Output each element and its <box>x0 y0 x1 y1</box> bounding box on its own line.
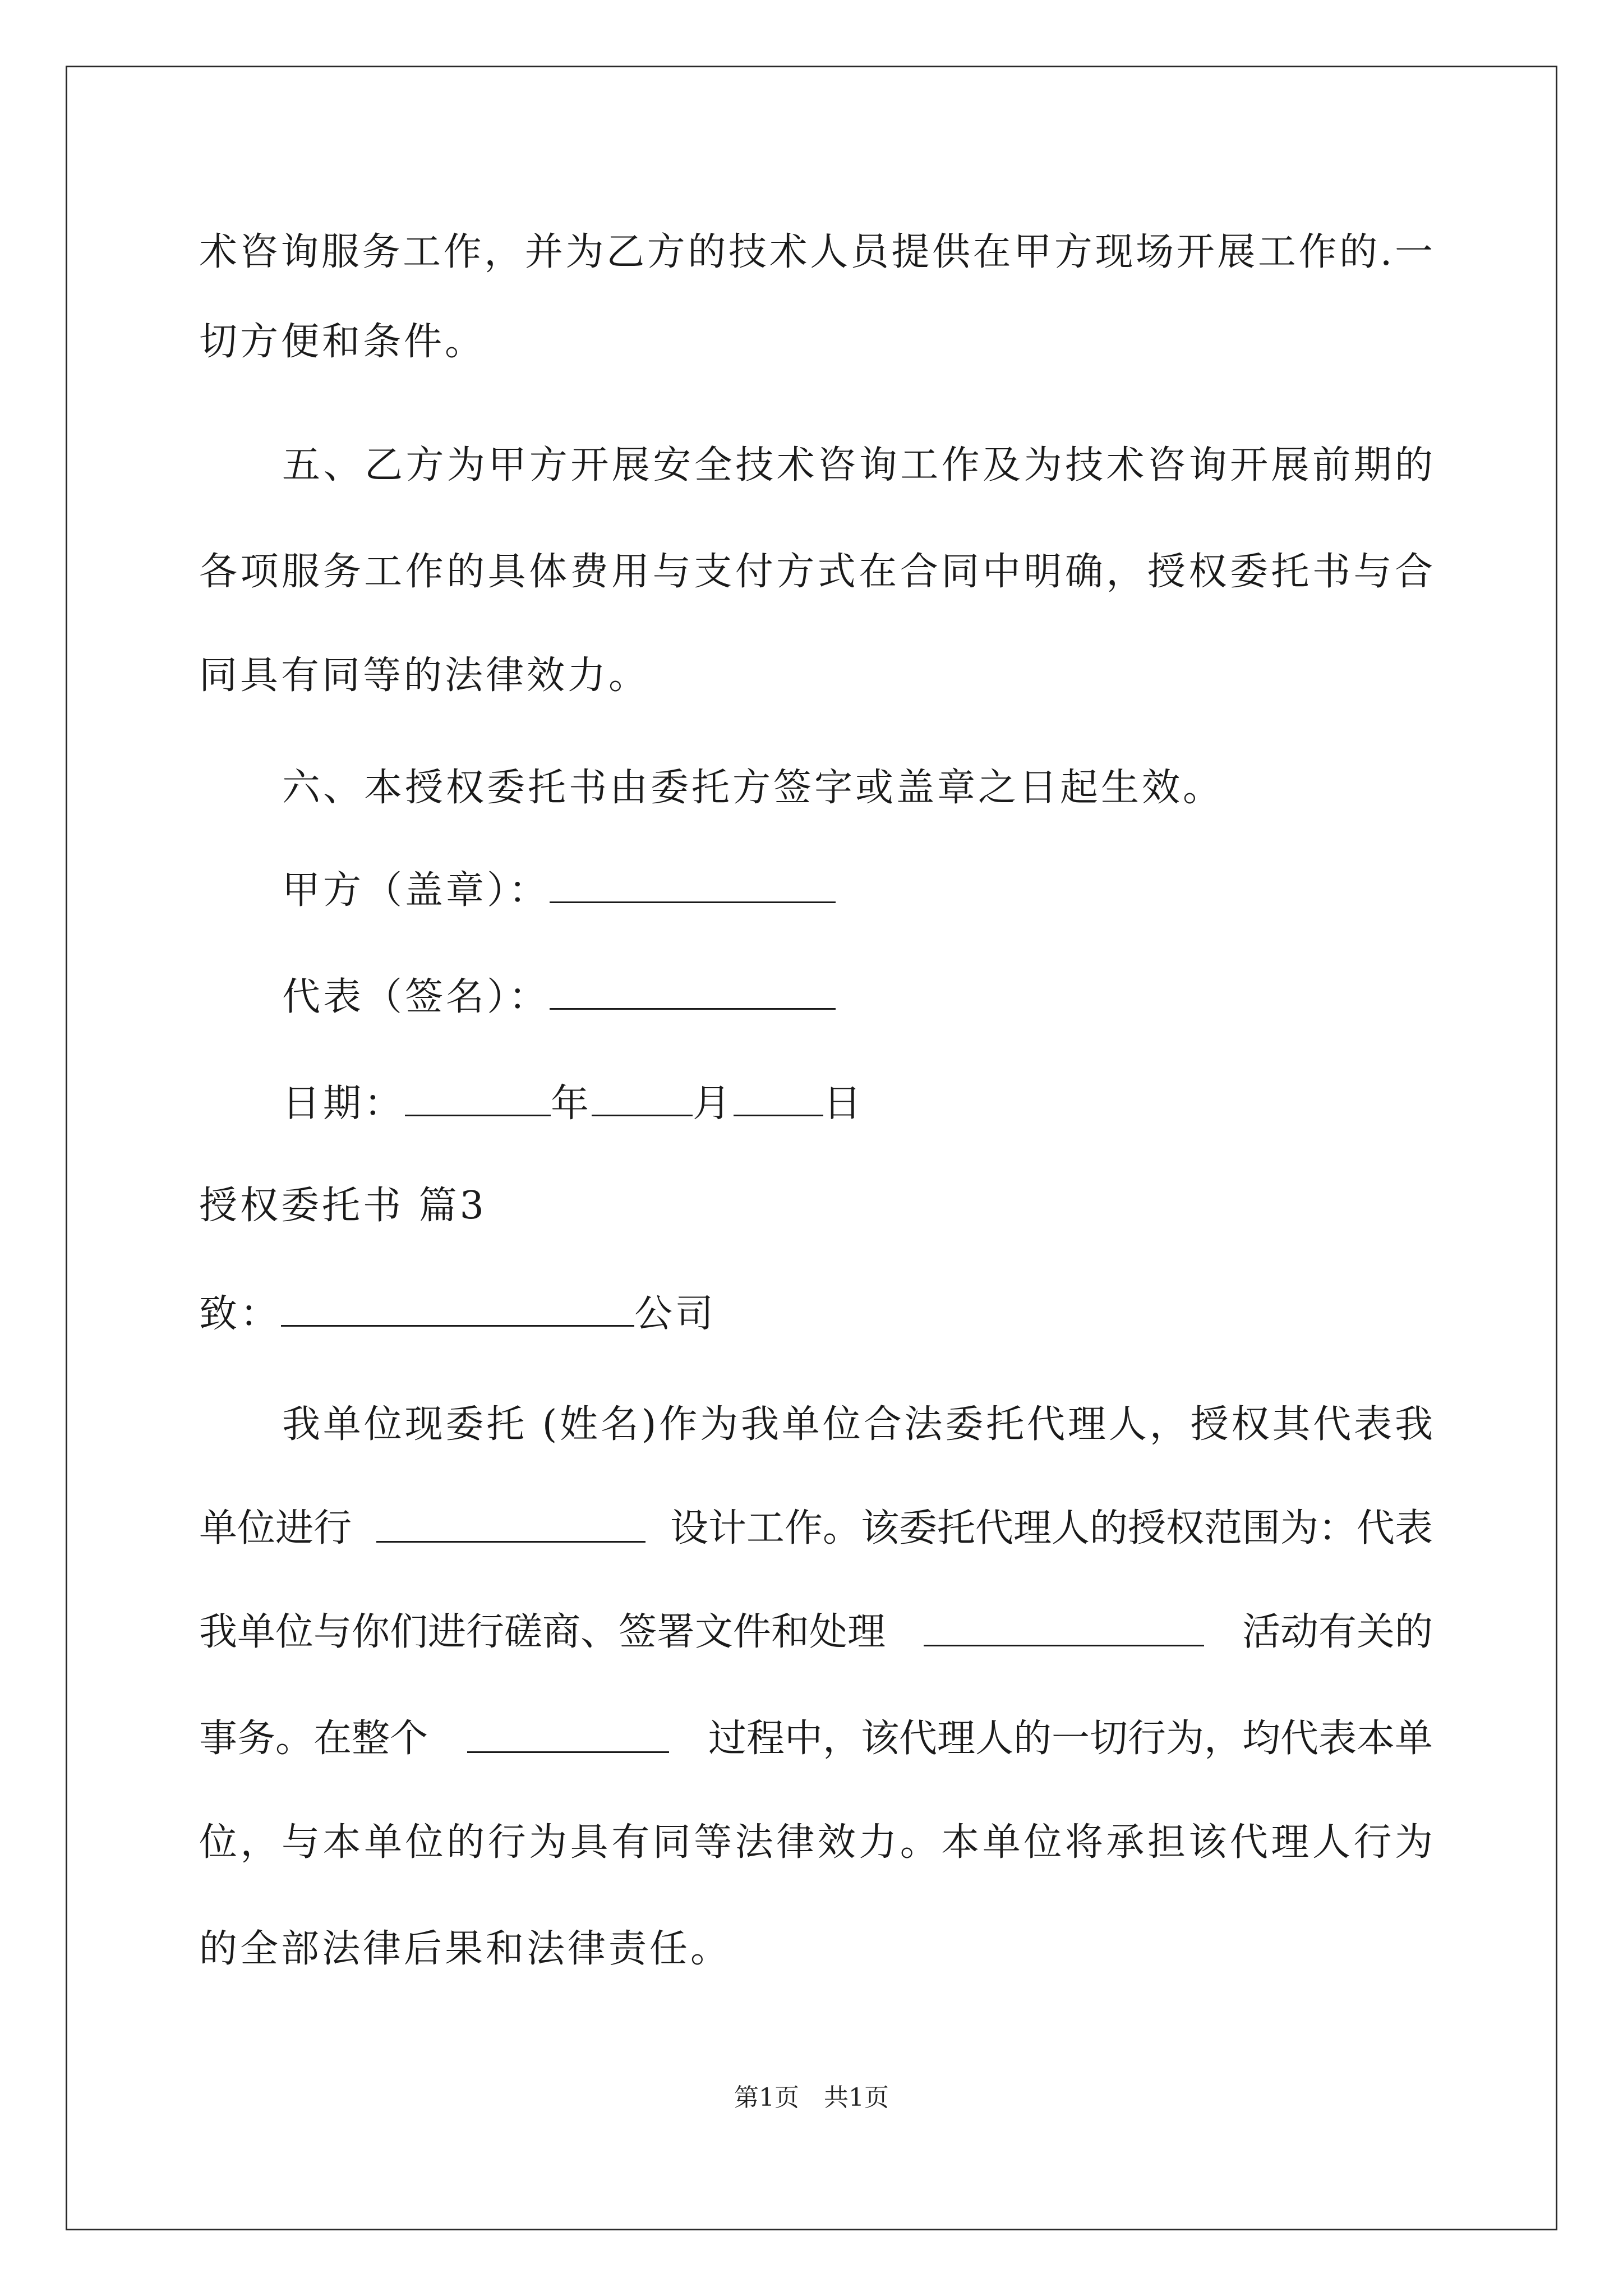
paragraph-line: 术咨询服务工作，并为乙方的技术人员提供在甲方现场开展工作的.一 <box>199 230 1433 274</box>
month-label: 月 <box>693 1082 734 1126</box>
blank-line <box>376 1506 645 1543</box>
signature-label: 甲方（盖章）： <box>282 868 550 913</box>
paragraph-line: 各项服务工作的具体费用与支付方式在合同中明确，授权委托书与合 <box>199 550 1433 594</box>
paragraph-line: 切方便和条件。 <box>199 320 486 364</box>
signature-party-a <box>282 867 836 913</box>
text-segment: 过程中，该代理人的一切行为，均代表本单 <box>708 1717 1433 1761</box>
paragraph-line: 五、乙方为甲方开展安全技术咨询工作及为技术咨询开展前期的 <box>282 443 1433 487</box>
text-segment: 设计工作。该委托代理人的授权范围为：代表 <box>670 1506 1433 1550</box>
year-label: 年 <box>551 1082 592 1126</box>
text-segment: 单位进行 <box>199 1506 352 1550</box>
blank-line <box>734 1080 823 1116</box>
paragraph-line <box>199 1610 1433 1655</box>
paragraph-line: 六、本授权委托书由委托方签字或盖章之日起生效。 <box>282 766 1224 810</box>
text-segment: 活动有关的 <box>1242 1610 1433 1654</box>
date-label: 日期： <box>282 1082 405 1126</box>
blank-line <box>281 1290 634 1327</box>
paragraph-line <box>199 1506 1433 1551</box>
signature-date <box>282 1080 864 1126</box>
blank-line <box>550 867 836 903</box>
text-segment: 我单位与你们进行磋商、签署文件和处理 <box>199 1610 886 1654</box>
addressee-label: 致： <box>199 1292 282 1336</box>
section-heading: 授权委托书 篇3 <box>199 1184 487 1228</box>
signature-representative <box>282 973 836 1020</box>
page-footer: 第1页 共1页 <box>734 2083 889 2112</box>
addressee-suffix: 公司 <box>634 1292 717 1336</box>
blank-line <box>924 1610 1204 1646</box>
day-label: 日 <box>823 1082 865 1126</box>
paragraph-line <box>199 1717 1433 1761</box>
blank-line <box>405 1080 551 1116</box>
blank-line <box>592 1080 693 1116</box>
text-segment: 事务。在整个 <box>199 1717 428 1761</box>
blank-line <box>550 973 836 1010</box>
page-border <box>66 66 1557 2230</box>
signature-label: 代表（签名）： <box>282 975 550 1019</box>
blank-line <box>467 1717 669 1753</box>
paragraph-line: 的全部法律后果和法律责任。 <box>199 1927 732 1971</box>
addressee-line <box>199 1290 716 1337</box>
paragraph-line: 位，与本单位的行为具有同等法律效力。本单位将承担该代理人行为 <box>199 1820 1433 1865</box>
paragraph-line: 同具有同等的法律效力。 <box>199 654 650 698</box>
paragraph-line: 我单位现委托 (姓名)作为我单位合法委托代理人，授权其代表我 <box>282 1402 1433 1447</box>
